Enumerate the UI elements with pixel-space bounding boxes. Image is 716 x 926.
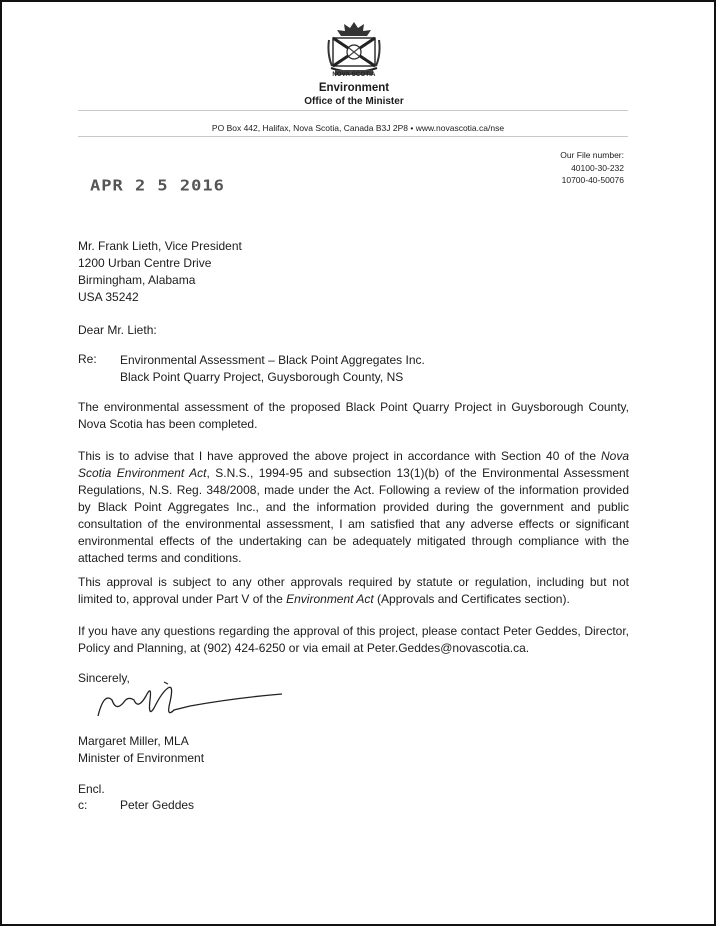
paragraph-2 xyxy=(78,448,629,567)
file-number-2: 10700-40-50076 xyxy=(561,175,624,185)
paragraph-2-text-a: This is to advise that I have approved the above project in accordance with Section 40 of the xyxy=(78,449,601,463)
date-stamp: APR 2 5 2016 xyxy=(90,177,225,195)
re-subject xyxy=(120,352,425,386)
crest-label: NOVA SCOTIA xyxy=(332,72,376,78)
re-label: Re: xyxy=(78,352,97,366)
signatory-name: Margaret Miller, MLA xyxy=(78,734,189,748)
paragraph-3 xyxy=(78,574,629,608)
office-name: Office of the Minister xyxy=(304,96,404,107)
signatory-title: Minister of Environment xyxy=(78,751,205,765)
recipient-line-1: Mr. Frank Lieth, Vice President xyxy=(78,239,242,253)
cc-label: c: xyxy=(78,798,88,812)
header-rule-top xyxy=(78,110,628,111)
paragraph-3-act-name: Environment Act xyxy=(286,592,374,606)
cc-name: Peter Geddes xyxy=(120,798,195,812)
nova-scotia-crest-icon xyxy=(327,20,381,80)
address-line: PO Box 442, Halifax, Nova Scotia, Canada B3J 2P8 • www.novascotia.ca/nse xyxy=(211,123,505,133)
paragraph-2-act-name: Nova Scotia Environment Act xyxy=(78,449,629,480)
enclosure-label: Encl. xyxy=(78,782,105,796)
file-number-label: Our File number: xyxy=(560,150,624,160)
handwritten-signature-icon xyxy=(94,678,294,726)
recipient-line-2: 1200 Urban Centre Drive xyxy=(78,256,212,270)
paragraph-1: The environmental assessment of the proposed Black Point Quarry Project in Guysborough County, Nova Scotia has been completed. xyxy=(78,400,629,431)
recipient-address xyxy=(78,238,629,306)
recipient-line-3: Birmingham, Alabama xyxy=(78,273,196,287)
recipient-line-4: USA 35242 xyxy=(78,290,139,304)
re-line-1: Environmental Assessment – Black Point Aggregates Inc. xyxy=(120,353,425,367)
paragraph-4: If you have any questions regarding the approval of this project, please contact Peter Geddes, Director, Policy and Planning, at (902) 424-6250 or via email at Peter.Geddes@novascotia.ca. xyxy=(78,624,629,655)
department-name: Environment xyxy=(318,82,390,94)
file-number-1: 40100-30-232 xyxy=(571,162,624,173)
header-rule-bottom xyxy=(78,136,628,137)
paragraph-3-text-b: (Approvals and Certificates section). xyxy=(373,592,570,606)
closing-sincerely: Sincerely, xyxy=(78,671,130,685)
salutation: Dear Mr. Lieth: xyxy=(78,323,157,337)
signatory-block xyxy=(78,733,629,767)
re-line-2: Black Point Quarry Project, Guysborough County, NS xyxy=(120,370,404,384)
file-number-block xyxy=(560,149,624,187)
paragraph-3-text-a: This approval is subject to any other approvals required by statute or regulation, including but not limited to, approval under Part V of the xyxy=(78,575,629,606)
paragraph-2-text-b: , S.N.S., 1994-95 and subsection 13(1)(b) of the Environmental Assessment Regulations, N.S. Reg. 348/2008, made under the Act. Following a review of the information provided by Black Point Aggregates Inc., and the information provided during the government and public consultation of the environmental assessment, I am satisfied that any adverse effects or significant environmental effects of the undertaking can be adequately mitigated through compliance with the attached terms and conditions. xyxy=(78,466,630,565)
